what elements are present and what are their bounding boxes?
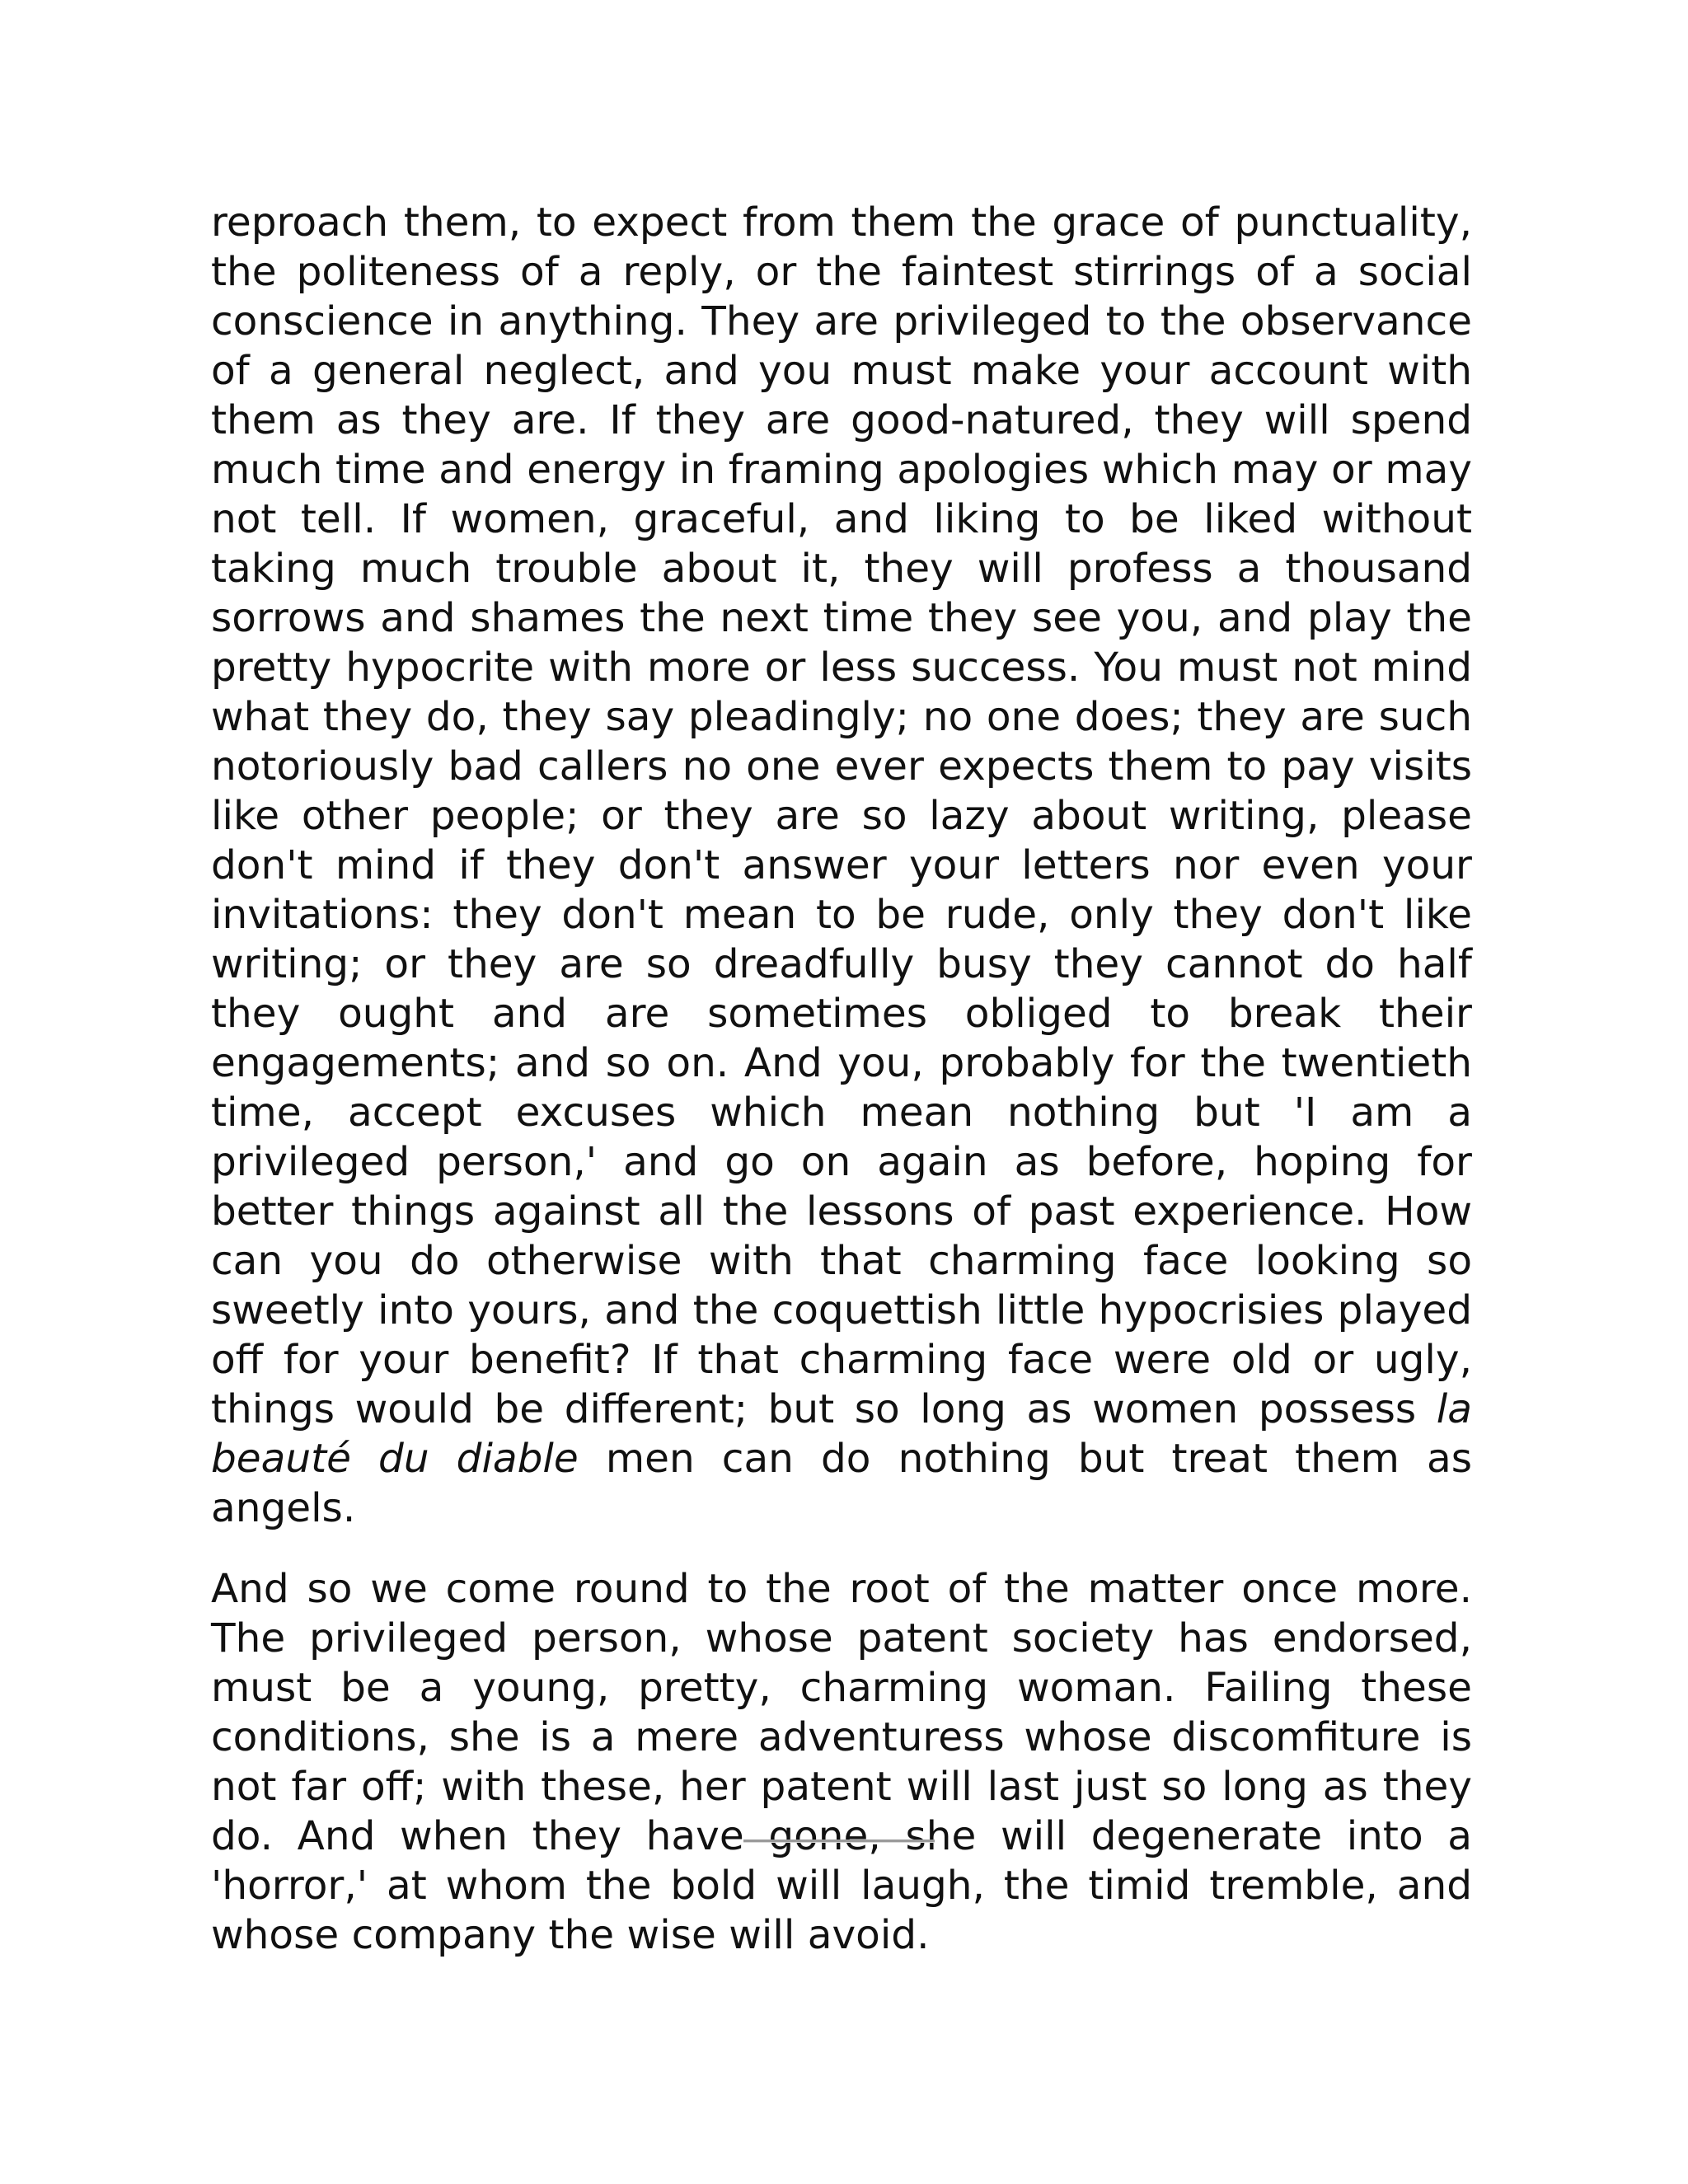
italic-phrase: la beauté du diable — [211, 1386, 1472, 1482]
paragraph-2: And so we come round to the root of the matter once more. The privileged person, whose patent society has endorsed, must be a young, pretty, charming woman. Failing these conditions, she is a mere adventuress whose discomfiture is not far off; with these, her patent will last just so long as they do. And when they have gone, she will degenerate into a 'horror,' at whom the bold will laugh, the timid tremble, and whose company the wise will avoid. — [211, 1566, 1472, 1958]
page-body — [211, 198, 1472, 1960]
section-divider — [743, 1840, 935, 1842]
paragraph-1-text: reproach them, to expect from them the grace of punctuality, the politeness of a reply, or the faintest stirrings of a social conscience in anything. They are privileged to the observance of a general neglect, and you must make your account with them as they are. If they are good-natured, they will spend much time and energy in framing apologies which may or may not tell. If women, graceful, and liking to be liked without taking much trouble about it, they will profess a thousand sorrows and shames the next time they see you, and play the pretty hypocrite with more or less success. You must not mind what they do, they say pleadingly; no one does; they are such notoriously bad callers no one ever expects them to pay visits like other people; or they are so lazy about writing, please don't mind if they don't answer your letters nor even your invitations: they don't mean to be rude, only they don't like writing; or they are so dreadfully busy they cannot do half they ought and are sometimes obliged to break their engagements; and so on. And you, probably for the twentieth time, accept excuses which mean nothing but 'I am a privileged person,' and go on again as before, hoping for better things against all the lessons of past experience. How can you do otherwise with that charming face looking so sweetly into yours, and the coquettish little hypocrisies played off for your benefit? If that charming face were old or ugly, things would be different; but so long as women possess — [211, 199, 1472, 1432]
paragraph-1 — [211, 198, 1472, 1533]
paragraph-1-ending: men can do nothing but treat them as angels. — [211, 1436, 1472, 1531]
